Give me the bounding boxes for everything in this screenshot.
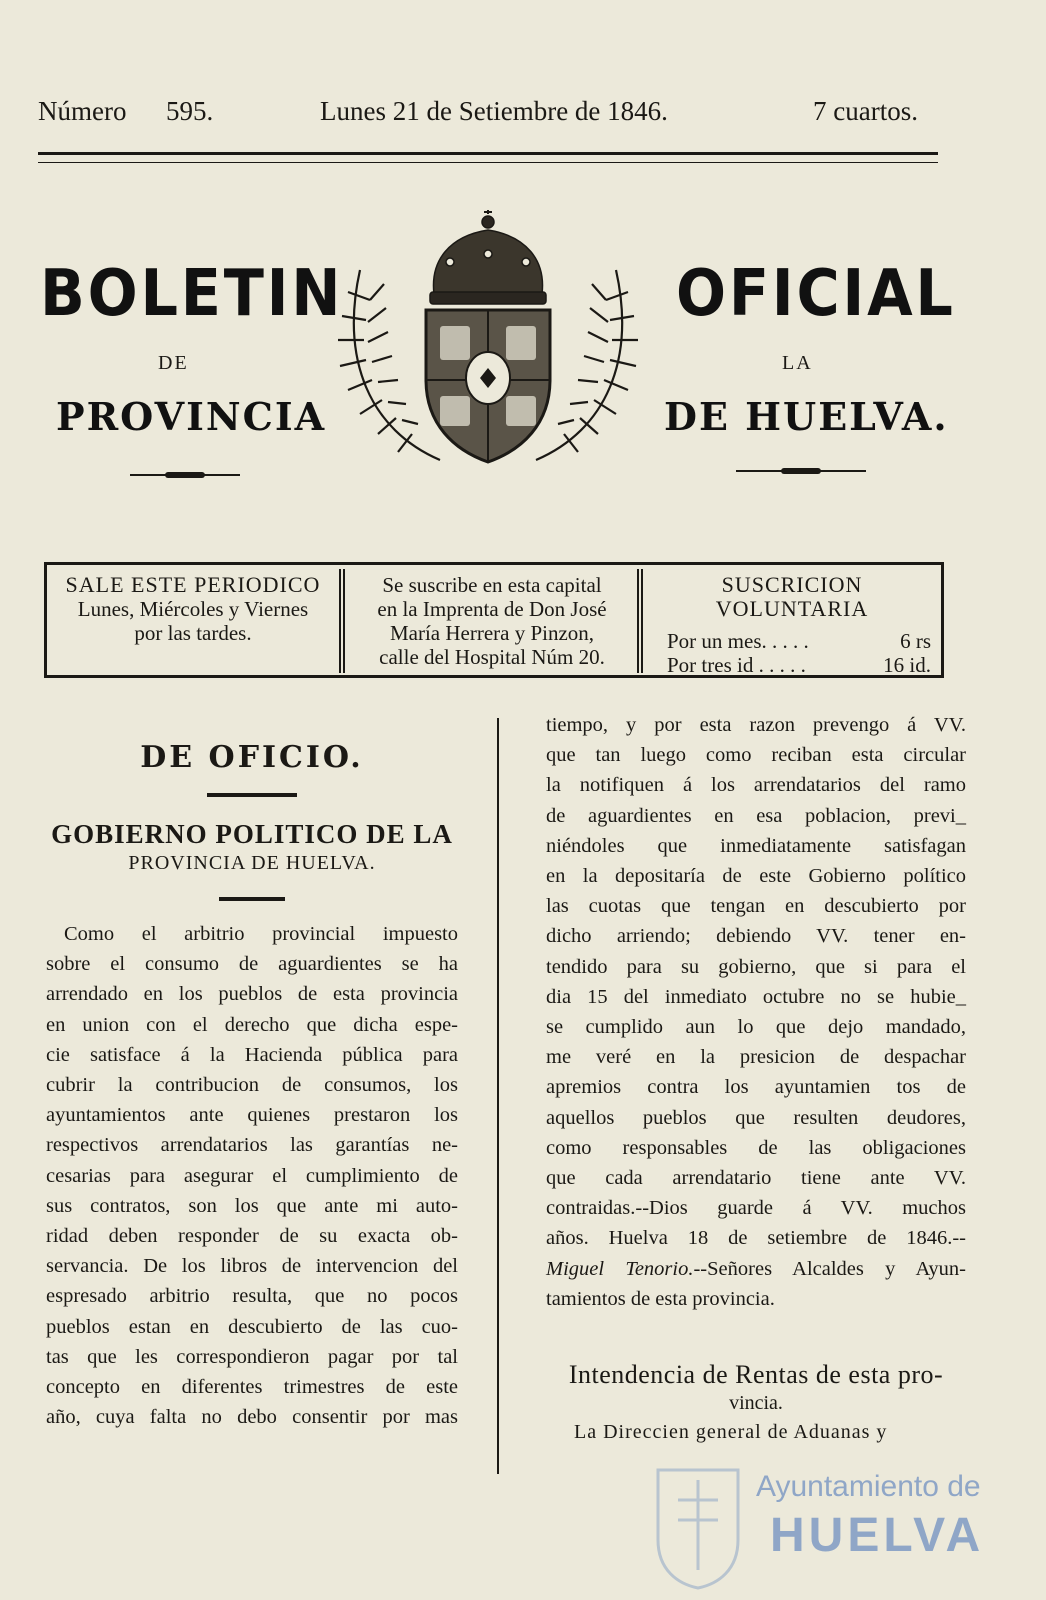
text-line: cesarias para asegurar el cumplimiento de: [46, 1164, 458, 1187]
text-line: servancia. De los libros de intervencion del: [46, 1255, 458, 1278]
text-line: aquellos pueblos que resulten deudores,: [546, 1106, 966, 1129]
text-line: dicho arriendo; debiendo VV. tener en-: [546, 925, 966, 948]
title-boletin: BOLETIN: [40, 257, 344, 331]
price-month-value: 6 rs: [900, 629, 931, 653]
text-line: sus contratos, son los que ante mi auto-: [46, 1194, 458, 1217]
closing-line: tamientos de esta provincia.: [546, 1287, 775, 1310]
sale-title: SALE ESTE PERIODICO: [65, 572, 321, 597]
text-line: como responsables de las obligaciones: [546, 1136, 966, 1159]
text-line: se cumplido aun lo que dejo mandado,: [546, 1016, 966, 1039]
gobierno-subtitle: PROVINCIA DE HUELVA.: [128, 852, 376, 874]
price-three-value: 16 id.: [883, 653, 931, 677]
text-line: arrendado en los pueblos de esta provincia: [46, 983, 458, 1006]
text-line: Como el arbitrio provincial impuesto: [64, 923, 458, 945]
subscribe-info: [349, 573, 635, 669]
subscribe-line-1: Se suscribe en esta capital: [382, 573, 602, 597]
issue-date: Lunes 21 de Setiembre de 1846.: [320, 96, 668, 126]
voluntary-title: SUSCRICION VOLUNTARIA: [715, 572, 869, 621]
left-column: [46, 740, 458, 1432]
intendencia-heading-2: vincia.: [729, 1392, 783, 1415]
signature-rest: --Señores Alcaldes y Ayun-: [693, 1257, 966, 1280]
text-line: año, cuya falta no debo consentir por mas: [46, 1406, 458, 1429]
box-separator: [339, 569, 345, 673]
subscribe-line-4: calle del Hospital Núm 20.: [379, 645, 605, 669]
text-line: años. Huelva 18 de setiembre de 1846.--: [546, 1227, 966, 1250]
text-line: dia 15 del inmediato octubre no se hubie_: [546, 985, 966, 1008]
circular-text-left: [46, 919, 458, 1432]
text-line: apremios contra los ayuntamien tos de: [546, 1076, 966, 1099]
title-de-huelva: DE HUELVA.: [664, 394, 949, 439]
watermark-line-2: HUELVA: [770, 1509, 985, 1562]
signature-line: [546, 1254, 966, 1314]
voluntary-info: [647, 573, 937, 677]
issue-number: 595.: [166, 96, 214, 126]
ornament-left: [130, 474, 240, 476]
section-heading-oficio: DE OFICIO.: [140, 740, 364, 775]
numero-label: Número: [38, 96, 127, 126]
subtitle-rule: [219, 897, 285, 901]
text-line: ridad deben responder de su exacta ob-: [46, 1225, 458, 1248]
title-de: DE: [158, 352, 189, 374]
watermark-line-1: Ayuntamiento de: [756, 1470, 981, 1503]
price-row-three: [667, 653, 931, 677]
price-three-label: Por tres id . . . . .: [667, 653, 806, 677]
coat-of-arms-icon: [330, 210, 646, 482]
text-line: que tan luego como reciban esta circular: [546, 744, 966, 767]
text-line: pueblos estan en descubierto de las cuo-: [46, 1315, 458, 1338]
price-month-label: Por un mes. . . . .: [667, 629, 809, 653]
subscription-box: [44, 562, 944, 678]
text-line: cie satisface á la Hacienda pública para: [46, 1043, 458, 1066]
text-line: tendido para su gobierno, que si para el: [546, 955, 966, 978]
text-line: respectivos arrendatarios las garantías ne-: [46, 1134, 458, 1157]
text-line: cubrir la contribucion de consumos, los: [46, 1074, 458, 1097]
text-line: tiempo, y por esta razon prevengo á VV.: [546, 714, 966, 736]
text-line: que cada arrendatario tiene ante VV.: [546, 1167, 966, 1190]
title-la: LA: [782, 352, 813, 374]
sale-time: por las tardes.: [134, 621, 252, 645]
text-line: tas que les correspondieron pagar por tal: [46, 1345, 458, 1368]
text-line: niéndoles que inmediatamente satisfagan: [546, 834, 966, 857]
masthead-line: [38, 96, 943, 132]
text-line: espresado arbitrio resulta, que no pocos: [46, 1285, 458, 1308]
subscribe-line-2: en la Imprenta de Don José: [377, 597, 607, 621]
text-line: sobre el consumo de aguardientes se ha: [46, 953, 458, 976]
subscribe-line-3: María Herrera y Pinzon,: [389, 621, 595, 645]
text-line: concepto en diferentes trimestres de este: [46, 1376, 458, 1399]
text-line: las cuotas que tengan en descubierto por: [546, 895, 966, 918]
final-line: La Direccien general de Aduanas y: [574, 1421, 888, 1444]
intendencia-heading: Intendencia de Rentas de esta pro-: [568, 1360, 944, 1390]
text-line: en union con el derecho que dicha espe-: [46, 1013, 458, 1036]
text-line: ayuntamientos ante quienes prestaron los: [46, 1104, 458, 1127]
text-line: la notifiquen á los arrendatarios del ramo: [546, 774, 966, 797]
price-row-month: [667, 629, 931, 653]
signature-name: Miguel Tenorio.: [546, 1257, 694, 1280]
masthead-rule: [38, 152, 938, 163]
text-line: en la depositaría de este Gobierno político: [546, 865, 966, 888]
text-line: de aguardientes en esa poblacion, previ_: [546, 804, 966, 827]
circular-text-right: [546, 710, 966, 1254]
gobierno-title: GOBIERNO POLITICO DE LA: [51, 819, 453, 849]
title-provincia: PROVINCIA: [56, 394, 327, 439]
issue-price: 7 cuartos.: [813, 96, 918, 126]
ornament-right: [736, 470, 866, 472]
sale-days: Lunes, Miércoles y Viernes: [77, 597, 309, 621]
sale-info: [53, 573, 333, 645]
title-oficial: OFICIAL: [676, 257, 956, 331]
box-separator: [637, 569, 643, 673]
text-line: me veré en la presicion de despachar: [546, 1046, 966, 1069]
right-column: [546, 710, 966, 1444]
heading-rule: [207, 793, 297, 797]
column-divider: [497, 718, 499, 1474]
text-line: contraidas.--Dios guarde á VV. muchos: [546, 1197, 966, 1220]
